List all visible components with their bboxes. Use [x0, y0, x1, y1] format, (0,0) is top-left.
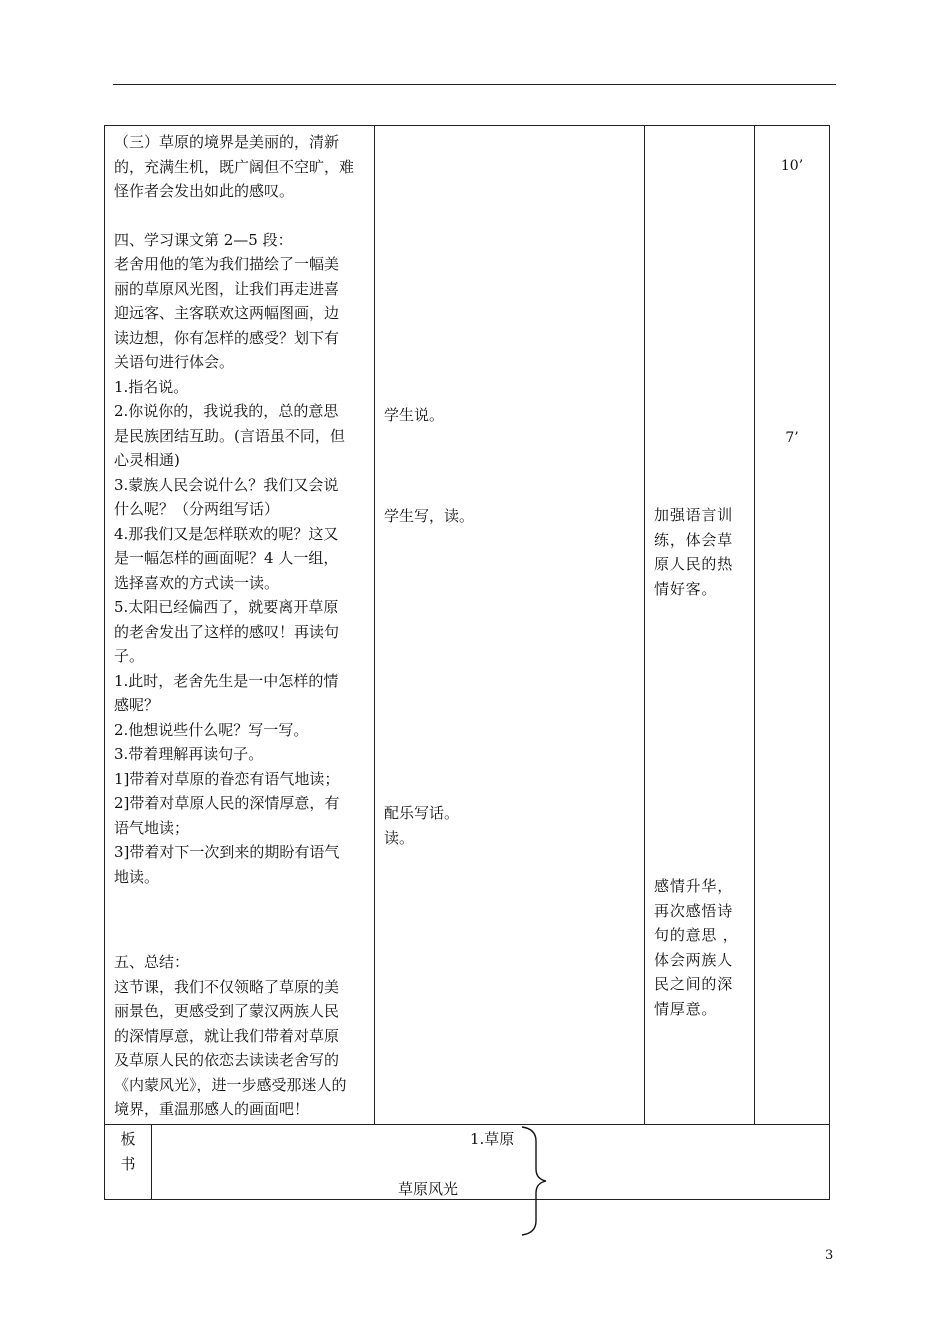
board-item-2: 草原风光: [398, 1180, 459, 1198]
text-line: 怪作者会发出如此的感叹。: [114, 182, 295, 200]
text-line: 丽的草原风光图，让我们再走进喜: [114, 279, 340, 298]
text-line: 体会两族人: [654, 950, 734, 969]
time-cell: [755, 126, 830, 1125]
text-line: 选择喜欢的方式读一读。: [114, 573, 280, 592]
text-line: 1.指名说。: [114, 377, 189, 396]
text-line: 2]带着对草原人民的深情厚意，有: [114, 794, 340, 812]
student-activity-cell: [375, 126, 645, 1125]
board-label-char: 板: [120, 1130, 136, 1148]
student-write-text: 学生写，读。: [384, 507, 475, 525]
text-line: 原人民的热: [654, 555, 734, 573]
section-5-title: 五、总结：: [114, 953, 190, 971]
board-label-cell: [105, 1125, 152, 1200]
board-label-char: 书: [120, 1154, 136, 1173]
text-line: 3.带着理解再读句子。: [114, 745, 264, 763]
text-line: 4.那我们又是怎样联欢的呢？这又: [114, 524, 339, 543]
section-4-title: 四、学习课文第 2—5 段：: [114, 230, 293, 249]
text-line: （三）草原的境界是美丽的，清新: [114, 133, 340, 151]
text-line: 这节课，我们不仅领略了草原的美: [114, 977, 340, 996]
text-line: 是一幅怎样的画面呢？4 人一组，: [114, 549, 339, 567]
time-label-1: 10’: [780, 158, 804, 174]
text-line: 关语句进行体会。: [114, 353, 235, 371]
header-rule: [113, 84, 836, 85]
section-3-paragraph: [114, 130, 368, 204]
text-line: 语气地读；: [114, 818, 190, 837]
time-label-2: 7’: [785, 430, 799, 446]
design-note-2: [654, 874, 746, 1021]
text-line: 的深情厚意，就让我们带着对草原: [114, 1026, 340, 1045]
text-line: 子。: [114, 647, 145, 665]
board-item-1: 1.草原: [470, 1130, 515, 1148]
text-line: 什么呢？（分两组写话）: [114, 500, 280, 518]
content-row: [105, 126, 830, 1125]
read-text: 读。: [384, 829, 415, 847]
teaching-process-cell: [105, 126, 375, 1125]
text-line: 感呢？: [114, 696, 160, 714]
section-5-body: [114, 975, 368, 1122]
lesson-plan-table: [104, 125, 830, 1200]
text-line: 2.你说你的，我说我的，总的意思: [114, 402, 339, 420]
music-write-text: 配乐写话。: [384, 804, 460, 822]
text-line: 1]带着对草原的眷恋有语气地读；: [114, 769, 340, 788]
text-line: 地读。: [114, 867, 160, 886]
text-line: 及草原人民的依恋去读读老舍写的: [114, 1051, 340, 1069]
text-line: 情厚意。: [654, 999, 718, 1018]
text-line: 民之间的深: [654, 975, 734, 993]
text-line: 《内蒙风光》，进一步感受那迷人的: [114, 1075, 347, 1094]
text-line: 练，体会草: [654, 530, 734, 549]
page-number: 3: [825, 1248, 834, 1263]
board-content-cell: [152, 1125, 830, 1200]
text-line: 5.太阳已经偏西了，就要离开草原: [114, 598, 339, 616]
text-line: 丽景色，更感受到了蒙汉两族人民: [114, 1002, 340, 1020]
text-line: 情好客。: [654, 579, 718, 598]
text-line: 读边想，你有怎样的感受？划下有: [114, 328, 340, 347]
text-line: 再次感悟诗: [654, 901, 734, 920]
design-note-1: [654, 503, 746, 601]
text-line: 心灵相通): [114, 451, 180, 469]
text-line: 迎远客、主客联欢这两幅图画，边: [114, 304, 340, 322]
text-line: 是民族团结互助。(言语虽不同，但: [114, 426, 345, 445]
text-line: 3]带着对下一次到来的期盼有语气: [114, 843, 340, 861]
text-line: 的老舍发出了这样的感叹！再读句: [114, 622, 340, 641]
board-row: [105, 1125, 830, 1200]
text-line: 2.他想说些什么呢？写一写。: [114, 720, 309, 739]
text-line: 的，充满生机，既广阔但不空旷，难: [114, 157, 355, 176]
text-line: 加强语言训: [654, 506, 734, 524]
curly-brace-icon: [512, 1125, 552, 1237]
text-line: 句的意思 ，: [654, 926, 739, 944]
text-line: 1.此时，老舍先生是一中怎样的情: [114, 671, 339, 690]
text-line: 3.蒙族人民会说什么？我们又会说: [114, 475, 339, 494]
text-line: 老舍用他的笔为我们描绘了一幅美: [114, 255, 340, 273]
text-line: 境界，重温那感人的画面吧！: [114, 1100, 310, 1118]
design-intent-cell: [645, 126, 755, 1125]
section-4-body: [114, 252, 368, 889]
text-line: 感情升华，: [654, 877, 734, 895]
student-say-text: 学生说。: [384, 406, 445, 424]
